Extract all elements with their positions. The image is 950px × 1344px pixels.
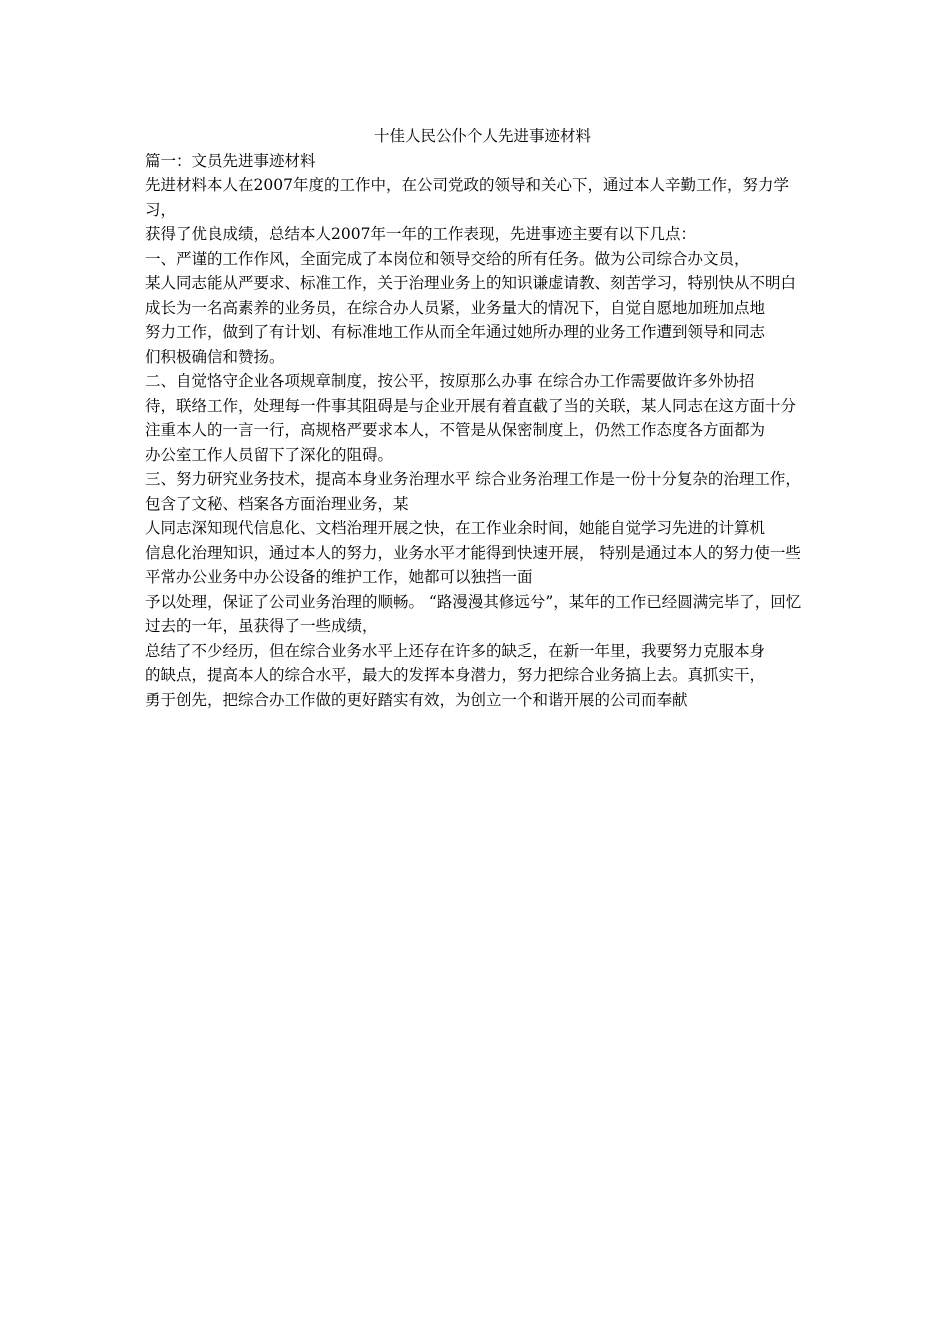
paragraph-line: 注重本人的一言一行，高规格严要求本人，不管是从保密制度上，仍然工作态度各方面都为 xyxy=(145,421,766,439)
paragraph-line: 总结了不少经历，但在综合业务水平上还存在许多的缺乏，在新一年里，我要努力克服本身 xyxy=(145,641,766,660)
paragraph-line: 的缺点，提高本人的综合水平，最大的发挥本身潜力，努力把综合业务搞上去。真抓实干， xyxy=(145,666,766,684)
paragraph-line: 成长为一名高素养的业务员，在综合办人员紧，业务量大的情况下，自觉自愿地加班加点地 xyxy=(145,298,766,317)
paragraph-line: 二、自觉恪守企业各项规章制度，按公平，按原那么办事 在综合办工作需要做许多外协招 xyxy=(145,372,755,390)
document-title: 十佳人民公仆个人先进事迹材料 xyxy=(373,127,591,145)
paragraph-line: 勇于创先，把综合办工作做的更好踏实有效，为创立一个和谐开展的公司而奉献 xyxy=(145,690,688,709)
paragraph-line: 某人同志能从严要求、标准工作，关于治理业务上的知识谦虚请教、刻苦学习，特别快从不明白 xyxy=(145,274,797,292)
paragraph-line: 努力工作，做到了有计划、有标准地工作从而全年通过她所办理的业务工作遭到领导和同志 xyxy=(145,323,766,341)
paragraph-line: 篇一：文员先进事迹材料 xyxy=(145,151,316,170)
paragraph-line: 三、努力研究业务技术，提高本身业务治理水平 综合业务治理工作是一份十分复杂的治理工作，包含了文秘、档案各方面治理业务，某 xyxy=(145,470,801,513)
paragraph-line: 待，联络工作，处理每一件事其阻碍是与企业开展有着直截了当的关联，某人同志在这方面十分 xyxy=(145,396,797,415)
paragraph-line: 人同志深知现代信息化、文档治理开展之快，在工作业余时间，她能自觉学习先进的计算机 xyxy=(145,519,766,537)
paragraph-line: 先进材料本人在2007年度的工作中，在公司党政的领导和关心下，通过本人辛勤工作，努力学习， xyxy=(145,176,789,219)
paragraph-line: 们积极确信和赞扬。 xyxy=(145,347,285,366)
document-body xyxy=(145,124,810,712)
paragraph-line: 办公室工作人员留下了深化的阻碍。 xyxy=(145,445,394,464)
paragraph-line: 一、严谨的工作作风，全面完成了本岗位和领导交给的所有任务。做为公司综合办文员， xyxy=(145,249,750,268)
paragraph-line: 获得了优良成绩，总结本人2007年一年的工作表现，先进事迹主要有以下几点： xyxy=(145,225,696,243)
paragraph-line: 予以处理，保证了公司业务治理的顺畅。 “路漫漫其修远兮”，某年的工作已经圆满完毕了，回忆过去的一年，虽获得了一些成绩， xyxy=(145,592,802,635)
paragraph-line: 信息化治理知识，通过本人的努力，业务水平才能得到快速开展， 特别是通过本人的努力使一些平常办公业务中办公设备的维护工作，她都可以独挡一面 xyxy=(145,543,801,586)
